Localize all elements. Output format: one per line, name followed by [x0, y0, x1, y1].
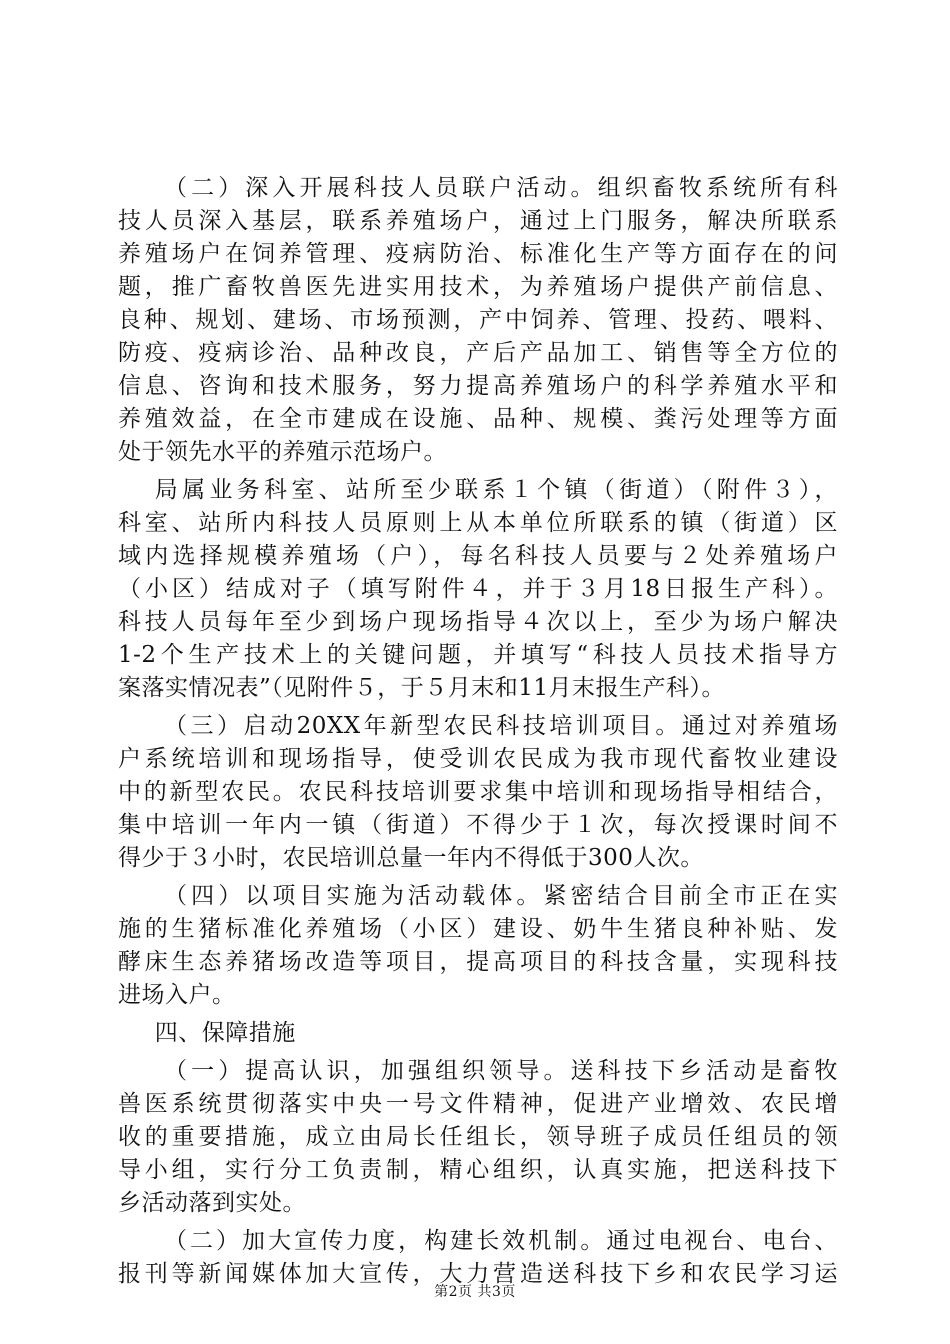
- text-line: 乡活动落到实处。: [118, 1190, 306, 1216]
- text-line: 户系统培训和现场指导，使受训农民成为我市现代畜牧业建设: [118, 746, 838, 772]
- text-line: 域内选择规模养殖场（户），每名科技人员要与２处养殖场户: [118, 543, 838, 569]
- text-line: 科技人员每年至少到场户现场指导４次以上，至少为场户解决: [118, 609, 838, 635]
- text-line: （四）以项目实施为活动载体。紧密结合目前全市正在实: [164, 883, 838, 909]
- text-line: 科室、站所内科技人员原则上从本单位所联系的镇（街道）区: [118, 510, 838, 536]
- text-line: 收的重要措施，成立由局长任组长，领导班子成员任组员的领: [118, 1124, 838, 1150]
- text-line: 中的新型农民。农民科技培训要求集中培训和现场指导相结合，: [118, 779, 838, 805]
- text-line: 信息、咨询和技术服务，努力提高养殖场户的科学养殖水平和: [118, 373, 838, 399]
- text-line: 防疫、疫病诊治、品种改良，产后产品加工、销售等全方位的: [118, 340, 838, 366]
- text-line: （二）深入开展科技人员联户活动。组织畜牧系统所有科: [164, 175, 838, 201]
- paragraph: [118, 1055, 838, 1220]
- text-line: 养殖场户在饲养管理、疫病防治、标准化生产等方面存在的问: [118, 241, 838, 267]
- text-line: （小区）结成对子（填写附件４，并于３月18日报生产科）。: [118, 576, 838, 602]
- text-line: 酵床生态养猪场改造等项目，提高项目的科技含量，实现科技: [118, 949, 838, 975]
- text-line: 集中培训一年内一镇（街道）不得少于１次，每次授课时间不: [118, 812, 838, 838]
- text-line: （二）加大宣传力度，构建长效机制。通过电视台、电台、: [164, 1228, 838, 1254]
- text-line: 四、保障措施: [154, 1020, 296, 1046]
- text-line: 得少于３小时，农民培训总量一年内不得低于300人次。: [118, 845, 704, 871]
- page-footer: 第2页 共3页: [434, 1284, 516, 1300]
- text-line: 1-2个生产技术上的关键问题，并填写“科技人员技术指导方: [118, 642, 838, 668]
- paragraph: [118, 474, 838, 705]
- text-line: 题，推广畜牧兽医先进实用技术，为养殖场户提供产前信息、: [118, 274, 838, 300]
- text-line: 报刊等新闻媒体加大宣传，大力营造送科技下乡和农民学习运: [118, 1261, 838, 1287]
- document-body: [118, 172, 838, 1291]
- text-line: 进场入户。: [118, 982, 236, 1008]
- text-line: 养殖效益，在全市建成在设施、品种、规模、粪污处理等方面: [118, 406, 838, 432]
- text-line: 良种、规划、建场、市场预测，产中饲养、管理、投药、喂料、: [118, 307, 838, 333]
- text-line: 兽医系统贯彻落实中央一号文件精神，促进产业增效、农民增: [118, 1091, 838, 1117]
- text-line: 局属业务科室、站所至少联系１个镇（街道）（附件３），: [154, 477, 838, 503]
- text-line: （三）启动20XX年新型农民科技培训项目。通过对养殖场: [164, 713, 838, 739]
- text-line: 施的生猪标准化养殖场（小区）建设、奶牛生猪良种补贴、发: [118, 916, 838, 942]
- paragraph: [118, 710, 838, 875]
- text-line: 技人员深入基层，联系养殖场户，通过上门服务，解决所联系: [118, 208, 838, 234]
- text-line: 案落实情况表”（见附件５，于５月末和11月末报生产科）。: [118, 675, 726, 701]
- paragraph: [118, 1017, 838, 1050]
- text-line: 处于领先水平的养殖示范场户。: [118, 439, 447, 465]
- paragraph: [118, 880, 838, 1012]
- paragraph: [118, 172, 838, 469]
- text-line: （一）提高认识，加强组织领导。送科技下乡活动是畜牧: [164, 1058, 838, 1084]
- text-line: 导小组，实行分工负责制，精心组织，认真实施，把送科技下: [118, 1157, 838, 1183]
